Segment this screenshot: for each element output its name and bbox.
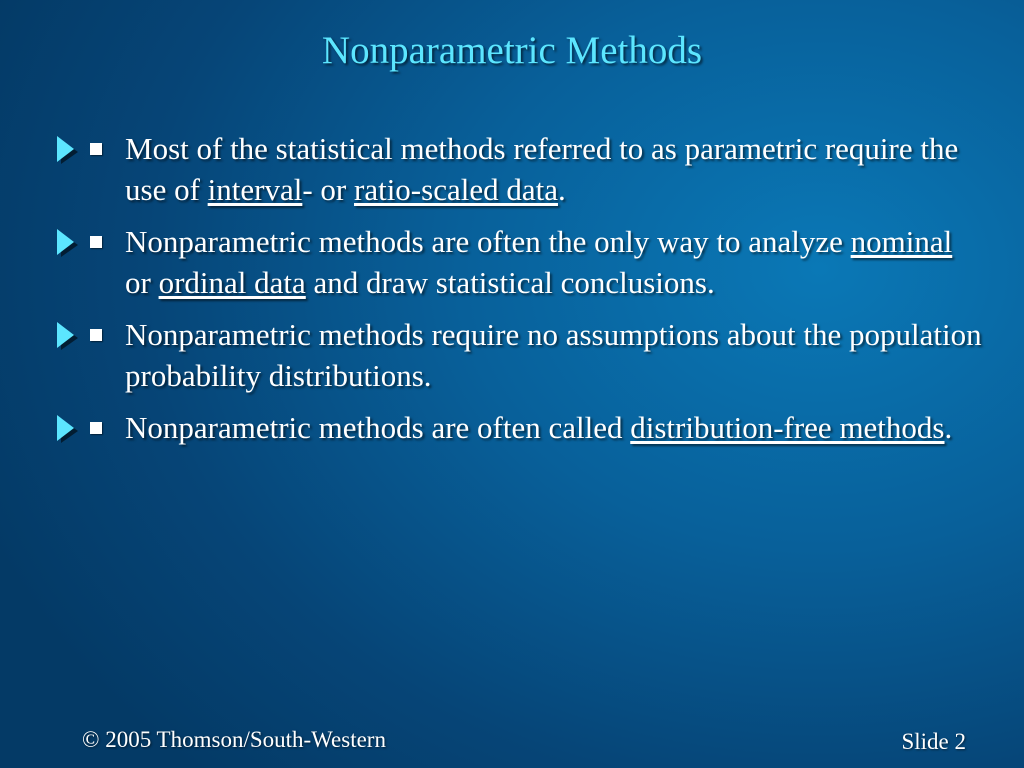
play-arrow-icon: [56, 414, 78, 444]
distribution-free-methods-link[interactable]: distribution-free methods: [630, 410, 945, 445]
square-bullet-icon: [90, 329, 102, 341]
bullet-item-4: [0, 407, 1024, 448]
ordinal-data-link[interactable]: ordinal data: [158, 265, 306, 300]
bullet-item-3: [0, 314, 1024, 396]
bullet-item-1: [0, 128, 1024, 210]
play-arrow-icon: [56, 321, 78, 351]
square-bullet-icon: [90, 422, 102, 434]
slide-title: Nonparametric Methods: [321, 29, 703, 72]
play-arrow-icon: [56, 135, 78, 165]
bullet-item-2: [0, 221, 1024, 303]
slide-number: Slide 2: [901, 729, 966, 754]
square-bullet-icon: [90, 236, 102, 248]
bullet-list: [0, 128, 1024, 459]
bullet-text: Most of the statistical methods referred to as parametric require the use of interval- or ratio-scaled data.: [125, 131, 959, 207]
play-arrow-icon: [56, 228, 78, 258]
bullet-text: Nonparametric methods require no assumptions about the population probability distributions.: [125, 317, 982, 393]
ratio-scaled-data-link[interactable]: ratio-scaled data: [354, 172, 558, 207]
interval-link[interactable]: interval: [207, 172, 303, 207]
nominal-link[interactable]: nominal: [850, 224, 953, 259]
bullet-text: Nonparametric methods are often the only way to analyze nominal or ordinal data and draw statistical conclusions.: [125, 224, 953, 300]
square-bullet-icon: [90, 143, 102, 155]
copyright-footer: © 2005 Thomson/South-Western: [82, 727, 386, 752]
bullet-text: Nonparametric methods are often called distribution-free methods.: [125, 410, 953, 445]
